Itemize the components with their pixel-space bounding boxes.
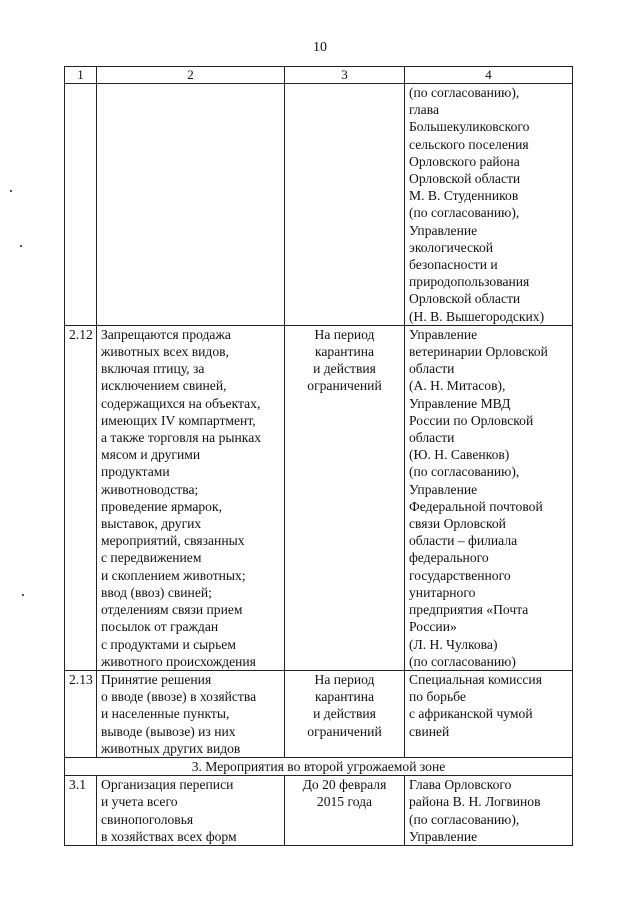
section-title: 3. Мероприятия во второй угрожаемой зоне (65, 757, 573, 775)
cell-num: 2.13 (65, 670, 97, 757)
header-col-3: 3 (285, 67, 405, 84)
cell-num: 3.1 (65, 776, 97, 846)
table-row-continued (65, 84, 573, 326)
cell-measure: Запрещаются продажа животных всех видов, включая птицу, за исключением свиней, содержащихся на объектах, имеющих IV компартмент, а также торговля на рынках мясом и другими продуктами животноводства; проведение ярмарок, выставок, других мероприятий, связанных с передвижением и скоплением животных; ввод (ввоз) свиней; отделениям связи прием посылок от граждан с продуктами и сырьем животного происхождения (97, 325, 285, 670)
scan-speck (22, 594, 24, 596)
cell-term: До 20 февраля 2015 года (285, 776, 405, 846)
table-row-3-1 (65, 776, 573, 846)
cell-term: На период карантина и действия ограничений (285, 670, 405, 757)
measures-table (64, 66, 573, 846)
table-row-2-13 (65, 670, 573, 757)
header-col-4: 4 (405, 67, 573, 84)
cell-term (285, 84, 405, 326)
scan-speck (20, 245, 22, 247)
table-header-row (65, 67, 573, 84)
header-col-2: 2 (97, 67, 285, 84)
section-row-3 (65, 757, 573, 775)
cell-measure (97, 84, 285, 326)
cell-term: На период карантина и действия ограничений (285, 325, 405, 670)
cell-measure: Принятие решения о вводе (ввозе) в хозяйства и населенные пункты, выводе (вывозе) из них животных других видов (97, 670, 285, 757)
cell-measure: Организация переписи и учета всего свинопоголовья в хозяйствах всех форм (97, 776, 285, 846)
cell-responsible: (по согласованию), глава Большекуликовского сельского поселения Орловского района Орловской области М. В. Студенников (по согласованию), Управление экологической безопасности и природопользования Орловской области (Н. В. Вышегородских) (405, 84, 573, 326)
table-row-2-12 (65, 325, 573, 670)
scan-speck (10, 190, 12, 192)
page-number: 10 (313, 40, 327, 55)
cell-num (65, 84, 97, 326)
cell-responsible: Глава Орловского района В. Н. Логвинов (по согласованию), Управление (405, 776, 573, 846)
cell-responsible: Специальная комиссия по борьбе с африканской чумой свиней (405, 670, 573, 757)
cell-responsible: Управление ветеринарии Орловской области (А. Н. Митасов), Управление МВД России по Орловской области (Ю. Н. Савенков) (по согласованию), Управление Федеральной почтовой связи Орловской области – филиала федерального государственного унитарного предприятия «Почта России» (Л. Н. Чулкова) (по согласованию) (405, 325, 573, 670)
cell-num: 2.12 (65, 325, 97, 670)
header-col-1: 1 (65, 67, 97, 84)
